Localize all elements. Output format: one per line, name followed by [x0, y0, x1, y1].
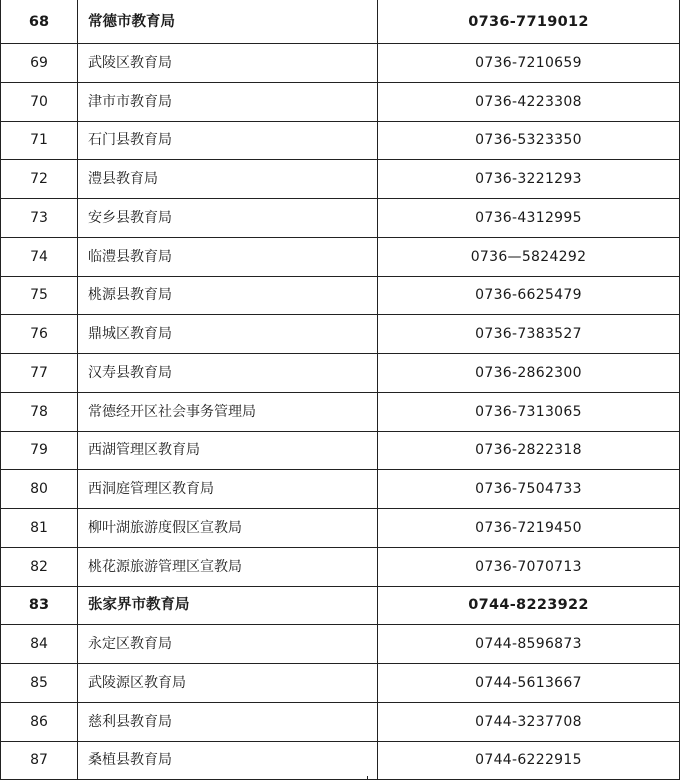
phone-number: 0736-4312995 — [378, 199, 680, 238]
phone-number: 0744-8596873 — [378, 625, 680, 664]
table-row — [1, 664, 680, 703]
row-number: 78 — [1, 392, 78, 431]
row-number: 82 — [1, 547, 78, 586]
row-number: 68 — [1, 0, 78, 44]
bureau-name: 西洞庭管理区教育局 — [78, 470, 378, 509]
bureau-name: 桃花源旅游管理区宣教局 — [78, 547, 378, 586]
row-number: 79 — [1, 431, 78, 470]
row-number: 71 — [1, 121, 78, 160]
row-number: 80 — [1, 470, 78, 509]
table-row — [1, 470, 680, 509]
row-number: 86 — [1, 702, 78, 741]
row-number: 73 — [1, 199, 78, 238]
phone-number: 0736—5824292 — [378, 237, 680, 276]
row-number: 75 — [1, 276, 78, 315]
row-number: 83 — [1, 586, 78, 625]
table-row — [1, 121, 680, 160]
bureau-name: 石门县教育局 — [78, 121, 378, 160]
bureau-name: 西湖管理区教育局 — [78, 431, 378, 470]
table-continuation — [0, 776, 680, 780]
row-number: 85 — [1, 664, 78, 703]
bureau-name: 柳叶湖旅游度假区宣教局 — [78, 509, 378, 548]
table-row — [1, 82, 680, 121]
bureau-name: 桃源县教育局 — [78, 276, 378, 315]
phone-number: 0744-8223922 — [378, 586, 680, 625]
phone-number: 0736-6625479 — [378, 276, 680, 315]
row-number: 70 — [1, 82, 78, 121]
bureau-name: 临澧县教育局 — [78, 237, 378, 276]
bureau-name: 澧县教育局 — [78, 160, 378, 199]
row-number: 81 — [1, 509, 78, 548]
phone-number: 0736-4223308 — [378, 82, 680, 121]
bureau-name: 鼎城区教育局 — [78, 315, 378, 354]
phone-number: 0736-3221293 — [378, 160, 680, 199]
phone-number: 0744-5613667 — [378, 664, 680, 703]
phone-number: 0736-7383527 — [378, 315, 680, 354]
table-row — [1, 354, 680, 393]
row-number: 87 — [1, 741, 78, 780]
phone-number: 0736-7070713 — [378, 547, 680, 586]
table-row — [1, 625, 680, 664]
table-row — [1, 276, 680, 315]
phone-number: 0736-5323350 — [378, 121, 680, 160]
bureau-name: 常德经开区社会事务管理局 — [78, 392, 378, 431]
row-number: 69 — [1, 44, 78, 83]
bureau-name: 武陵区教育局 — [78, 44, 378, 83]
phone-number: 0744-6222915 — [378, 741, 680, 780]
bureau-name: 安乡县教育局 — [78, 199, 378, 238]
bureau-name: 慈利县教育局 — [78, 702, 378, 741]
table-row — [1, 237, 680, 276]
table-body — [1, 0, 680, 780]
phone-number: 0744-3237708 — [378, 702, 680, 741]
bureau-name: 武陵源区教育局 — [78, 664, 378, 703]
bureau-name: 津市市教育局 — [78, 82, 378, 121]
phone-number: 0736-2862300 — [378, 354, 680, 393]
row-number: 72 — [1, 160, 78, 199]
row-number: 77 — [1, 354, 78, 393]
row-number: 76 — [1, 315, 78, 354]
table-row — [1, 547, 680, 586]
table-row — [1, 741, 680, 780]
table-row — [1, 44, 680, 83]
table-row — [1, 199, 680, 238]
phone-number: 0736-7719012 — [378, 0, 680, 44]
table-row — [1, 586, 680, 625]
bureau-name: 永定区教育局 — [78, 625, 378, 664]
table-row — [1, 0, 680, 44]
table-row — [1, 160, 680, 199]
phone-number: 0736-7504733 — [378, 470, 680, 509]
table-row — [1, 392, 680, 431]
table-row — [1, 315, 680, 354]
phone-number: 0736-7210659 — [378, 44, 680, 83]
phone-number: 0736-2822318 — [378, 431, 680, 470]
bureau-name: 张家界市教育局 — [78, 586, 378, 625]
table-row — [1, 509, 680, 548]
bureau-name: 桑植县教育局 — [78, 741, 378, 780]
table-row — [1, 431, 680, 470]
phone-number: 0736-7219450 — [378, 509, 680, 548]
bureau-name: 常德市教育局 — [78, 0, 378, 44]
row-number: 74 — [1, 237, 78, 276]
phone-number: 0736-7313065 — [378, 392, 680, 431]
bureau-name: 汉寿县教育局 — [78, 354, 378, 393]
row-number: 84 — [1, 625, 78, 664]
table-row — [1, 702, 680, 741]
